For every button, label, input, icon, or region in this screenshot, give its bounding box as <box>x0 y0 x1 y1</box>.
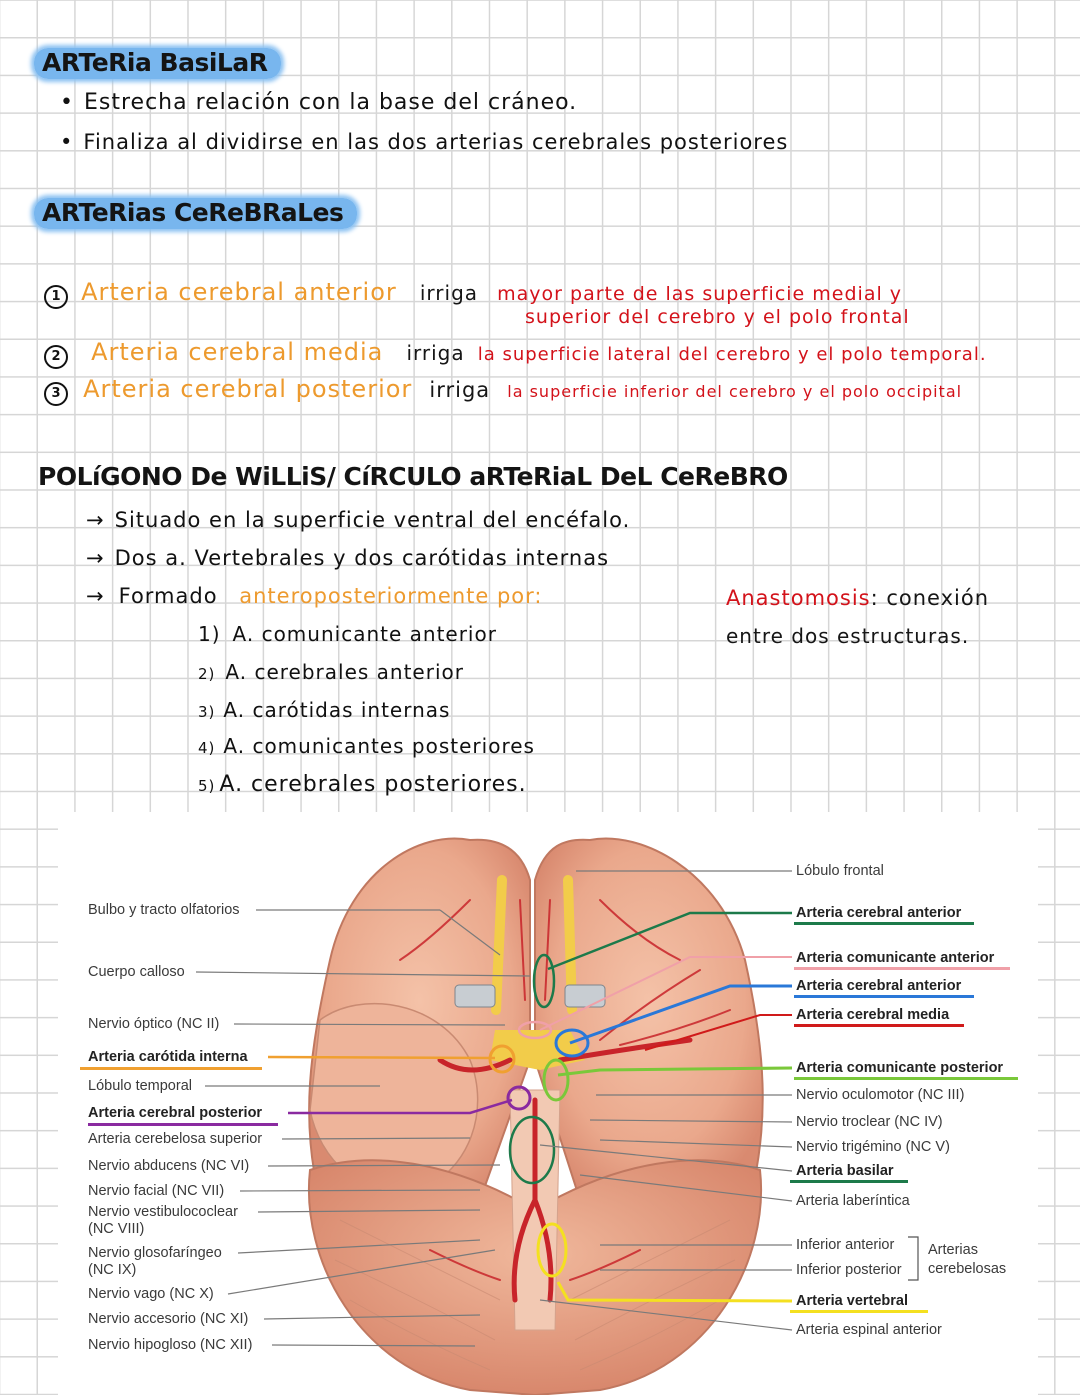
label-nervio-vestibulococlear: Nervio vestibulococlear <box>88 1204 238 1220</box>
label-arteria-cerebral-anterior-1: Arteria cerebral anterior <box>796 905 962 921</box>
bracket-icon <box>908 1237 918 1280</box>
label-nervio-trigemino: Nervio trigémino (NC V) <box>796 1139 950 1155</box>
underline-green-dark <box>794 922 974 925</box>
label-nc-ix: (NC IX) <box>88 1262 137 1278</box>
label-nervio-troclear: Nervio troclear (NC IV) <box>796 1114 943 1130</box>
verb: irriga <box>429 378 491 402</box>
label-nervio-accesorio: Nervio accesorio (NC XI) <box>88 1311 249 1327</box>
underline-green-dark-2 <box>790 1180 908 1183</box>
list-number: 2) <box>198 665 216 683</box>
label-nervio-hipogloso: Nervio hipogloso (NC XII) <box>88 1337 253 1353</box>
artery-name: Arteria cerebral posterior <box>83 375 413 403</box>
underline-green <box>794 1077 1018 1080</box>
description-continued: superior del cerebro y el polo frontal <box>525 306 910 328</box>
list-number: 5) <box>198 777 216 795</box>
label-inferior-posterior: Inferior posterior <box>796 1262 902 1278</box>
label-arteria-cerebral-posterior: Arteria cerebral posterior <box>88 1105 263 1121</box>
label-arteria-comunicante-anterior: Arteria comunicante anterior <box>796 950 995 966</box>
label-nervio-optico: Nervio óptico (NC II) <box>88 1016 220 1032</box>
list-text: A. cerebrales anterior <box>225 660 464 684</box>
arrow-right-icon: → <box>86 584 105 608</box>
note-term: Anastomosis <box>726 586 871 610</box>
bullet-text: Estrecha relación con la base del cráneo. <box>83 90 578 115</box>
underline-purple <box>88 1123 278 1126</box>
note-definition: : conexión <box>870 586 990 610</box>
number-circle-icon: 3 <box>44 382 68 406</box>
label-lobulo-temporal: Lóbulo temporal <box>88 1078 192 1094</box>
label-arteria-cerebelosa-superior: Arteria cerebelosa superior <box>88 1131 263 1147</box>
arrow-highlight-text: anteroposteriormente por: <box>239 584 543 608</box>
list-number: 1) <box>198 622 221 646</box>
underline-orange <box>80 1067 262 1070</box>
label-arteria-comunicante-posterior: Arteria comunicante posterior <box>796 1060 1004 1076</box>
label-arteria-vertebral: Arteria vertebral <box>796 1293 909 1309</box>
label-lobulo-frontal: Lóbulo frontal <box>796 863 884 879</box>
underline-blue <box>794 995 974 998</box>
label-nervio-abducens: Nervio abducens (NC VI) <box>88 1158 250 1174</box>
verb: irriga <box>419 281 479 305</box>
arrow-right-icon: → <box>86 508 105 532</box>
label-arterias: Arterias <box>928 1242 978 1258</box>
label-nervio-glosofaringeo: Nervio glosofaríngeo <box>88 1245 222 1261</box>
list-number: 3) <box>198 703 216 721</box>
label-nervio-vago: Nervio vago (NC X) <box>88 1286 214 1302</box>
label-nervio-facial: Nervio facial (NC VII) <box>88 1183 225 1199</box>
label-cuerpo-calloso: Cuerpo calloso <box>88 964 185 980</box>
label-nc-viii: (NC VIII) <box>88 1221 145 1237</box>
list-text: A. carótidas internas <box>223 698 451 722</box>
label-arteria-cerebral-anterior-2: Arteria cerebral anterior <box>796 978 962 994</box>
artery-name: Arteria cerebral anterior <box>81 278 397 306</box>
description: la superficie inferior del cerebro y el polo occipital <box>507 382 963 401</box>
label-cerebelosas: cerebelosas <box>928 1261 1007 1277</box>
underline-yellow <box>790 1310 928 1313</box>
label-arteria-laberintica: Arteria laberíntica <box>796 1193 910 1209</box>
label-bulbo-olfatorio: Bulbo y tracto olfatorios <box>88 902 240 918</box>
arrow-text: Dos a. Vertebrales y dos carótidas internas <box>114 546 610 570</box>
bullet-icon: • <box>60 130 74 154</box>
artery-name: Arteria cerebral media <box>91 338 384 366</box>
arrow-right-icon: → <box>86 546 105 570</box>
title-text: ARTeRia BasiLaR <box>34 48 281 79</box>
verb: irriga <box>406 341 465 365</box>
number-circle-icon: 1 <box>44 285 68 309</box>
label-arteria-espinal-anterior: Arteria espinal anterior <box>796 1322 942 1338</box>
label-inferior-anterior: Inferior anterior <box>796 1237 895 1253</box>
label-arteria-cerebral-media: Arteria cerebral media <box>796 1007 950 1023</box>
label-arteria-basilar: Arteria basilar <box>796 1163 894 1179</box>
label-nervio-oculomotor: Nervio oculomotor (NC III) <box>796 1087 965 1103</box>
description: mayor parte de las superficie medial y <box>497 283 903 305</box>
list-text: A. cerebrales posteriores. <box>219 772 527 797</box>
note-definition-continued: entre dos estructuras. <box>726 624 970 648</box>
list-text: A. comunicante anterior <box>232 622 497 646</box>
underline-pink <box>794 967 1010 970</box>
list-text: A. comunicantes posteriores <box>223 734 535 758</box>
bullet-icon: • <box>60 90 74 115</box>
section-title-poligono-willis: POLíGONO De WiLLiS/ CíRCULO aRTeRiaL DeL CeReBRO <box>38 462 788 491</box>
arrow-text: Situado en la superficie ventral del encéfalo. <box>114 508 631 532</box>
description: la superficie lateral del cerebro y el polo temporal. <box>477 344 987 365</box>
list-number: 4) <box>198 739 216 757</box>
title-text: ARTeRias CeReBRaLes <box>34 198 357 229</box>
arrow-text: Formado <box>118 584 218 608</box>
bullet-text: Finaliza al dividirse en las dos arterias cerebrales posteriores <box>83 130 789 154</box>
underline-red <box>794 1024 964 1027</box>
label-arteria-carotida-interna: Arteria carótida interna <box>88 1049 248 1065</box>
number-circle-icon: 2 <box>44 345 68 369</box>
